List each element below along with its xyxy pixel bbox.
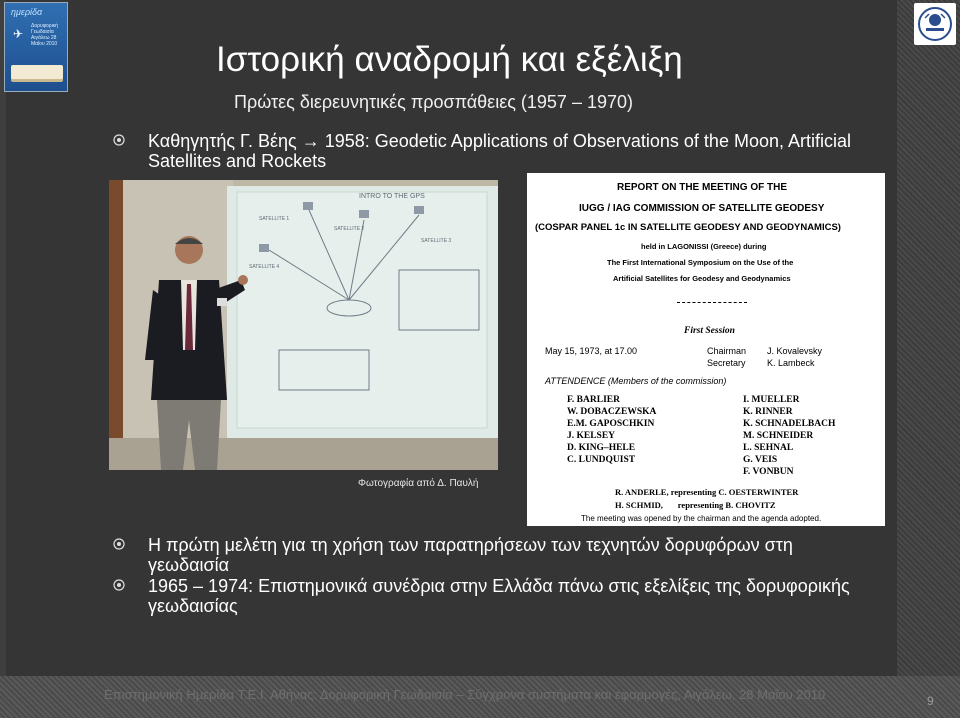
doc-member: K. SCHNADELBACH xyxy=(743,419,836,429)
doc-line-5: The First International Symposium on the Use of the xyxy=(607,258,794,267)
footer-text: Επιστημονική Ημερίδα Τ.Ε.Ι. Αθήνας: Δορυφορική Γεωδαισία – Σύγχρονα συστήματα και εφαρμογές, Αιγάλεω, 28 Μαΐου 2010 xyxy=(104,687,826,702)
slide-subtitle: Πρώτες διερευνητικές προσπάθειες (1957 – 1970) xyxy=(234,92,633,112)
doc-closing: The meeting was opened by the chairman and the agenda adopted. xyxy=(581,514,822,523)
bullet-icon xyxy=(112,132,126,148)
doc-member: M. SCHNEIDER xyxy=(743,431,814,441)
bullet-text: Η πρώτη μελέτη για τη χρήση των παρατηρήσεων των τεχνητών δορυφόρων στη γεωδαισία xyxy=(148,535,793,575)
bullet-item xyxy=(148,535,878,575)
doc-divider xyxy=(677,302,747,303)
photo-slide-sat3: SATELLITE 3 xyxy=(421,238,452,244)
doc-line-1: REPORT ON THE MEETING OF THE xyxy=(617,182,788,193)
slide-title: Ιστορική αναδρομή και εξέλιξη xyxy=(216,40,683,79)
doc-line-2: IUGG / IAG COMMISSION OF SATELLITE GEODESY xyxy=(579,203,825,214)
doc-member: I. MUELLER xyxy=(743,395,800,405)
book-icon xyxy=(11,65,63,79)
bullet-icon xyxy=(112,577,126,593)
bullet-text: 1965 – 1974: Επιστημονικά συνέδρια στην Ελλάδα πάνω στις εξελίξεις της δορυφορικής γεωδαισίας xyxy=(148,576,850,616)
doc-member: C. LUNDQUIST xyxy=(567,455,636,465)
doc-secretary-label: Secretary xyxy=(707,358,746,368)
doc-member: F. BARLIER xyxy=(567,395,620,405)
doc-member: K. RINNER xyxy=(743,407,793,417)
doc-member: J. KELSEY xyxy=(567,431,616,441)
doc-member: E.M. GAPOSCHKIN xyxy=(567,419,655,429)
book-logo-title: ημερίδα xyxy=(11,7,43,17)
photo-slide-heading: INTRO TO THE GPS xyxy=(359,193,425,200)
university-logo xyxy=(914,3,956,45)
bullet-icon xyxy=(112,536,126,552)
doc-secretary: K. Lambeck xyxy=(767,358,815,368)
photo-slide-sat2: SATELLITE 2 xyxy=(334,226,365,232)
doc-line-3: (COSPAR PANEL 1c IN SATELLITE GEODESY AND GEODYNAMICS) xyxy=(535,222,841,233)
doc-chairman: J. Kovalevsky xyxy=(767,346,823,356)
conference-book-logo xyxy=(4,2,68,92)
doc-chairman-label: Chairman xyxy=(707,346,747,356)
lecture-photo xyxy=(109,180,498,470)
decorative-stripe xyxy=(897,0,960,676)
bullet-text-b: 1958: Geodetic Applications of Observations of the Moon, Artificial Satellites and Rockets xyxy=(148,131,852,171)
doc-member: G. VEIS xyxy=(743,455,778,465)
doc-attendence: ATTENDENCE (Members of the commission) xyxy=(545,376,727,386)
bird-icon: ✈ xyxy=(13,27,24,41)
doc-member: D. KING–HELE xyxy=(567,443,636,453)
book-logo-subtitle: Δορυφορική Γεωδαισία Αιγάλεω 28 Μαΐου 2010 xyxy=(31,23,58,47)
photo-caption: Φωτογραφία από Δ. Παυλή xyxy=(358,478,479,489)
bullet-text-a: Καθηγητής Γ. Βέης xyxy=(148,131,297,151)
doc-member: W. DOBACZEWSKA xyxy=(567,407,657,417)
doc-rep-1: R. ANDERLE, representing C. OESTERWINTER xyxy=(615,487,799,497)
bullet-item xyxy=(148,131,868,171)
doc-session: First Session xyxy=(684,326,735,336)
doc-line-6: Artificial Satellites for Geodesy and Geodynamics xyxy=(613,274,791,283)
bullet-item xyxy=(148,576,878,616)
doc-member: F. VONBUN xyxy=(743,467,794,477)
doc-date: May 15, 1973, at 17.00 xyxy=(545,346,638,356)
meeting-report-document xyxy=(527,173,885,526)
doc-rep-2: H. SCHMID, representing B. CHOVITZ xyxy=(615,500,776,510)
photo-slide-sat4: SATELLITE 4 xyxy=(249,264,280,270)
page-number: 9 xyxy=(927,694,934,708)
arrow-icon: → xyxy=(301,131,320,151)
photo-slide-sat1: SATELLITE 1 xyxy=(259,216,290,222)
doc-line-4: held in LAGONISSI (Greece) during xyxy=(641,242,767,251)
doc-member: L. SEHNAL xyxy=(743,443,794,453)
